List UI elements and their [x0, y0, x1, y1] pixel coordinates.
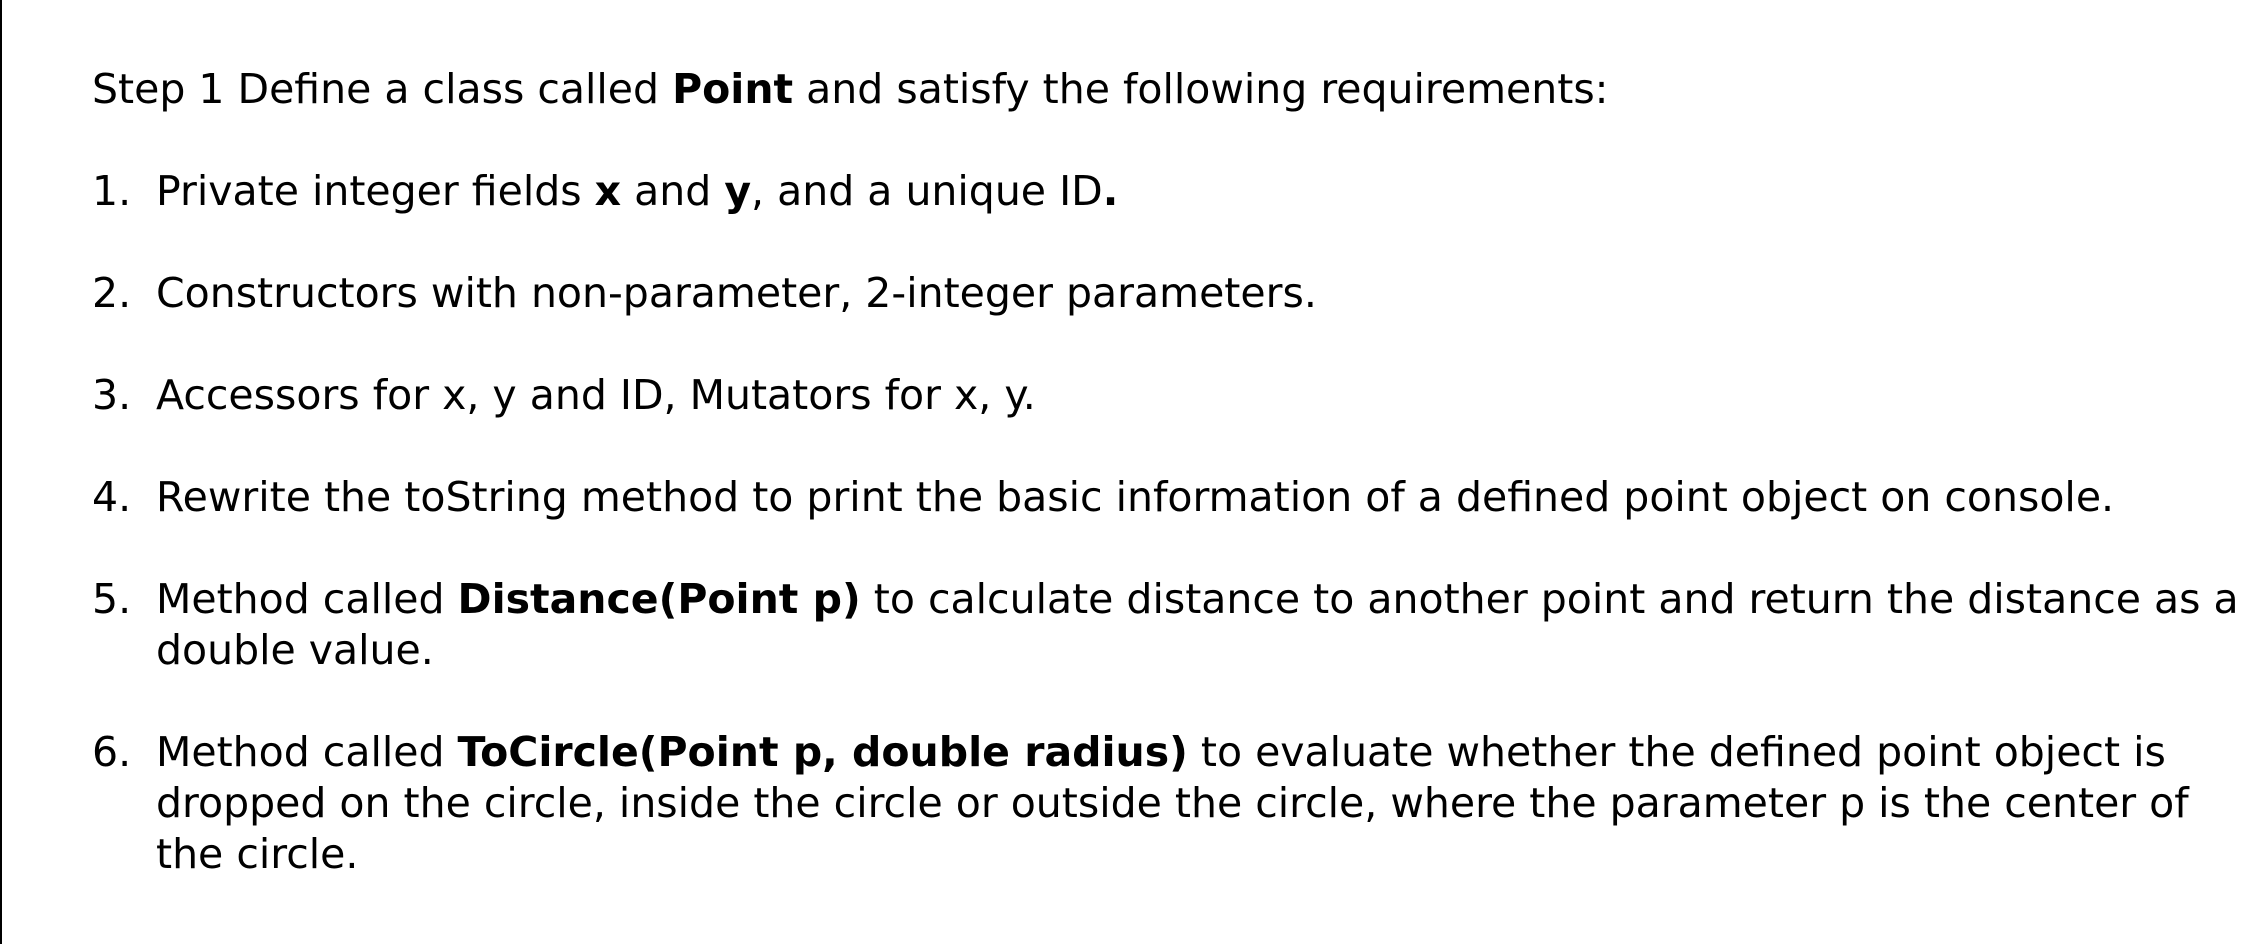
- intro-class-name: Point: [672, 65, 794, 113]
- requirement-6: [92, 727, 2242, 880]
- requirement-text: Method called: [156, 575, 458, 623]
- requirement-text: to evaluate whether the defined point object is dropped on the circle, inside the circle or outside the circle, where the parameter p is the center of the circle.: [156, 728, 2189, 878]
- requirement-number: 3.: [92, 371, 132, 419]
- document-body: [92, 64, 2242, 931]
- requirement-text: Constructors with non-parameter, 2-integer parameters.: [156, 269, 1317, 317]
- requirement-number: 6.: [92, 728, 132, 776]
- requirement-4: [92, 472, 2242, 523]
- requirement-text: to calculate distance to another point and return the distance as a double value.: [156, 575, 2239, 674]
- requirement-bold-method: Distance(Point p): [457, 575, 861, 623]
- step-intro: [92, 64, 2242, 115]
- requirement-text: Private integer fields: [156, 167, 595, 215]
- requirement-number: 1.: [92, 167, 132, 215]
- intro-prefix: Step 1 Define a class called: [92, 65, 673, 113]
- requirement-text: Accessors for x, y and ID, Mutators for x, y.: [156, 371, 1036, 419]
- requirement-number: 2.: [92, 269, 132, 317]
- requirements-list: [92, 166, 2242, 880]
- intro-suffix: and satisfy the following requirements:: [793, 65, 1609, 113]
- requirement-text: Method called: [156, 728, 458, 776]
- requirement-bold-method: ToCircle(Point p, double radius): [457, 728, 1188, 776]
- requirement-bold-x: x: [594, 167, 622, 215]
- requirement-bold-y: y: [724, 167, 752, 215]
- requirement-number: 5.: [92, 575, 132, 623]
- requirement-5: [92, 574, 2242, 676]
- left-border: [0, 0, 2, 944]
- requirement-3: [92, 370, 2242, 421]
- requirement-bold-period: .: [1102, 167, 1119, 215]
- requirement-text: , and a unique ID: [751, 167, 1103, 215]
- requirement-number: 4.: [92, 473, 132, 521]
- requirement-2: [92, 268, 2242, 319]
- requirement-1: [92, 166, 2242, 217]
- requirement-text: Rewrite the toString method to print the basic information of a defined point object on console.: [156, 473, 2115, 521]
- requirement-text: and: [621, 167, 725, 215]
